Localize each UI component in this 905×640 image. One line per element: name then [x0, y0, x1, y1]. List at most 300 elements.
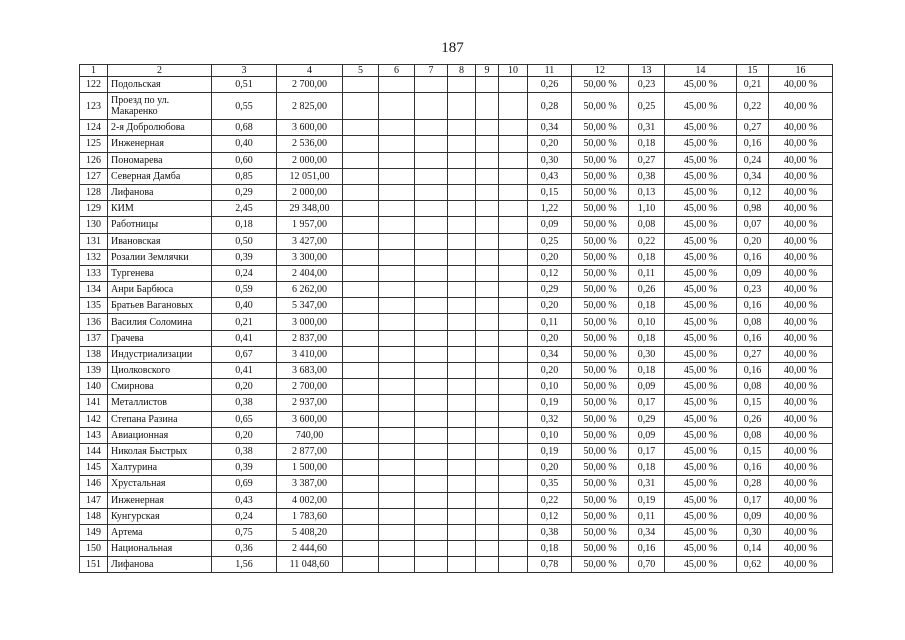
empty-cell	[379, 184, 415, 200]
value-cell: 0,30	[629, 346, 665, 362]
value-cell: 0,38	[629, 168, 665, 184]
table-row	[80, 346, 833, 362]
empty-cell	[499, 120, 528, 136]
empty-cell	[415, 524, 448, 540]
value-cell: 0,25	[528, 233, 572, 249]
value-cell: 0,08	[737, 314, 769, 330]
value-cell: 0,08	[629, 217, 665, 233]
value-cell: 3 600,00	[277, 411, 343, 427]
table-row	[80, 379, 833, 395]
empty-cell	[448, 524, 476, 540]
value-cell: 50,00 %	[572, 282, 629, 298]
empty-cell	[499, 233, 528, 249]
value-cell: 40,00 %	[769, 314, 833, 330]
value-cell: 45,00 %	[665, 298, 737, 314]
table-row	[80, 184, 833, 200]
empty-cell	[415, 265, 448, 281]
value-cell: 40,00 %	[769, 298, 833, 314]
value-cell: 6 262,00	[277, 282, 343, 298]
value-cell: 2 877,00	[277, 443, 343, 459]
table-row	[80, 524, 833, 540]
empty-cell	[448, 443, 476, 459]
street-name-cell: Кунгурская	[108, 508, 212, 524]
table-row	[80, 330, 833, 346]
empty-cell	[415, 184, 448, 200]
value-cell: 40,00 %	[769, 395, 833, 411]
value-cell: 0,17	[737, 492, 769, 508]
column-header: 10	[499, 65, 528, 77]
empty-cell	[343, 152, 379, 168]
value-cell: 0,20	[528, 330, 572, 346]
column-header: 16	[769, 65, 833, 77]
value-cell: 0,27	[737, 120, 769, 136]
column-header: 1	[80, 65, 108, 77]
empty-cell	[499, 152, 528, 168]
street-name-cell: Подольская	[108, 77, 212, 93]
empty-cell	[476, 363, 499, 379]
empty-cell	[499, 443, 528, 459]
row-number-cell: 123	[80, 93, 108, 120]
street-name-cell: Инженерная	[108, 492, 212, 508]
value-cell: 50,00 %	[572, 93, 629, 120]
table-row	[80, 411, 833, 427]
empty-cell	[379, 217, 415, 233]
value-cell: 0,85	[212, 168, 277, 184]
empty-cell	[415, 492, 448, 508]
value-cell: 0,69	[212, 476, 277, 492]
value-cell: 0,20	[212, 427, 277, 443]
value-cell: 2 937,00	[277, 395, 343, 411]
empty-cell	[415, 411, 448, 427]
value-cell: 0,17	[629, 443, 665, 459]
empty-cell	[448, 557, 476, 573]
value-cell: 0,24	[737, 152, 769, 168]
value-cell: 0,16	[737, 330, 769, 346]
value-cell: 45,00 %	[665, 282, 737, 298]
value-cell: 40,00 %	[769, 217, 833, 233]
empty-cell	[379, 120, 415, 136]
value-cell: 0,18	[629, 330, 665, 346]
street-name-cell: Розалии Землячки	[108, 249, 212, 265]
street-name-cell: Братьев Вагановых	[108, 298, 212, 314]
table-row	[80, 460, 833, 476]
empty-cell	[499, 168, 528, 184]
value-cell: 50,00 %	[572, 330, 629, 346]
value-cell: 0,18	[629, 363, 665, 379]
table-row	[80, 265, 833, 281]
value-cell: 0,16	[737, 249, 769, 265]
empty-cell	[343, 249, 379, 265]
value-cell: 2 700,00	[277, 379, 343, 395]
value-cell: 40,00 %	[769, 476, 833, 492]
street-name-cell: 2-я Добролюбова	[108, 120, 212, 136]
row-number-cell: 122	[80, 77, 108, 93]
empty-cell	[476, 492, 499, 508]
street-name-cell: Василия Соломина	[108, 314, 212, 330]
empty-cell	[499, 93, 528, 120]
value-cell: 50,00 %	[572, 184, 629, 200]
value-cell: 0,12	[737, 184, 769, 200]
column-header: 13	[629, 65, 665, 77]
empty-cell	[379, 557, 415, 573]
value-cell: 45,00 %	[665, 77, 737, 93]
value-cell: 2 000,00	[277, 152, 343, 168]
row-number-cell: 150	[80, 541, 108, 557]
empty-cell	[415, 395, 448, 411]
empty-cell	[379, 298, 415, 314]
value-cell: 0,29	[528, 282, 572, 298]
empty-cell	[499, 557, 528, 573]
value-cell: 50,00 %	[572, 443, 629, 459]
value-cell: 50,00 %	[572, 217, 629, 233]
row-number-cell: 137	[80, 330, 108, 346]
value-cell: 40,00 %	[769, 524, 833, 540]
value-cell: 0,09	[629, 379, 665, 395]
empty-cell	[499, 427, 528, 443]
value-cell: 0,41	[212, 363, 277, 379]
empty-cell	[415, 282, 448, 298]
table-row	[80, 443, 833, 459]
empty-cell	[415, 508, 448, 524]
value-cell: 0,21	[737, 77, 769, 93]
empty-cell	[499, 508, 528, 524]
value-cell: 0,09	[737, 508, 769, 524]
empty-cell	[379, 363, 415, 379]
value-cell: 45,00 %	[665, 443, 737, 459]
street-name-cell: КИМ	[108, 201, 212, 217]
empty-cell	[379, 77, 415, 93]
value-cell: 0,09	[528, 217, 572, 233]
empty-cell	[379, 541, 415, 557]
empty-cell	[379, 346, 415, 362]
value-cell: 0,60	[212, 152, 277, 168]
value-cell: 45,00 %	[665, 541, 737, 557]
empty-cell	[343, 557, 379, 573]
empty-cell	[476, 314, 499, 330]
value-cell: 40,00 %	[769, 152, 833, 168]
value-cell: 3 683,00	[277, 363, 343, 379]
empty-cell	[499, 395, 528, 411]
empty-cell	[448, 184, 476, 200]
table-row	[80, 249, 833, 265]
table-row	[80, 363, 833, 379]
empty-cell	[415, 93, 448, 120]
value-cell: 50,00 %	[572, 476, 629, 492]
value-cell: 50,00 %	[572, 152, 629, 168]
empty-cell	[448, 330, 476, 346]
row-number-cell: 134	[80, 282, 108, 298]
table-row	[80, 217, 833, 233]
value-cell: 0,10	[528, 379, 572, 395]
value-cell: 0,38	[212, 443, 277, 459]
empty-cell	[379, 460, 415, 476]
row-number-cell: 144	[80, 443, 108, 459]
column-header: 4	[277, 65, 343, 77]
table-row	[80, 136, 833, 152]
value-cell: 0,16	[737, 136, 769, 152]
empty-cell	[343, 217, 379, 233]
value-cell: 0,10	[528, 427, 572, 443]
column-header: 15	[737, 65, 769, 77]
empty-cell	[476, 152, 499, 168]
column-header: 12	[572, 65, 629, 77]
empty-cell	[476, 93, 499, 120]
column-header: 9	[476, 65, 499, 77]
empty-cell	[343, 233, 379, 249]
empty-cell	[476, 233, 499, 249]
empty-cell	[343, 427, 379, 443]
empty-cell	[448, 476, 476, 492]
empty-cell	[448, 217, 476, 233]
row-number-cell: 151	[80, 557, 108, 573]
empty-cell	[379, 249, 415, 265]
row-number-cell: 129	[80, 201, 108, 217]
value-cell: 0,20	[528, 249, 572, 265]
value-cell: 45,00 %	[665, 476, 737, 492]
table-row	[80, 93, 833, 120]
empty-cell	[499, 346, 528, 362]
value-cell: 0,26	[737, 411, 769, 427]
table-row	[80, 557, 833, 573]
empty-cell	[379, 443, 415, 459]
value-cell: 50,00 %	[572, 524, 629, 540]
street-name-cell: Северная Дамба	[108, 168, 212, 184]
value-cell: 45,00 %	[665, 120, 737, 136]
street-name-cell: Работницы	[108, 217, 212, 233]
value-cell: 0,11	[629, 265, 665, 281]
empty-cell	[379, 330, 415, 346]
value-cell: 50,00 %	[572, 427, 629, 443]
value-cell: 3 000,00	[277, 314, 343, 330]
column-header: 11	[528, 65, 572, 77]
empty-cell	[499, 524, 528, 540]
table-row	[80, 476, 833, 492]
empty-cell	[499, 249, 528, 265]
value-cell: 3 300,00	[277, 249, 343, 265]
value-cell: 0,34	[528, 120, 572, 136]
empty-cell	[476, 120, 499, 136]
value-cell: 50,00 %	[572, 77, 629, 93]
street-name-cell: Авиационная	[108, 427, 212, 443]
empty-cell	[448, 93, 476, 120]
empty-cell	[343, 330, 379, 346]
empty-cell	[379, 136, 415, 152]
value-cell: 0,51	[212, 77, 277, 93]
empty-cell	[476, 265, 499, 281]
empty-cell	[415, 298, 448, 314]
empty-cell	[379, 233, 415, 249]
value-cell: 0,23	[629, 77, 665, 93]
value-cell: 0,62	[737, 557, 769, 573]
value-cell: 50,00 %	[572, 168, 629, 184]
value-cell: 1 957,00	[277, 217, 343, 233]
street-name-cell: Хрустальная	[108, 476, 212, 492]
value-cell: 0,16	[737, 363, 769, 379]
value-cell: 0,15	[737, 443, 769, 459]
street-name-cell: Артема	[108, 524, 212, 540]
table-row	[80, 314, 833, 330]
empty-cell	[476, 168, 499, 184]
empty-cell	[379, 265, 415, 281]
empty-cell	[499, 541, 528, 557]
empty-cell	[379, 524, 415, 540]
empty-cell	[415, 217, 448, 233]
value-cell: 3 600,00	[277, 120, 343, 136]
value-cell: 0,32	[528, 411, 572, 427]
empty-cell	[415, 363, 448, 379]
street-name-cell: Инженерная	[108, 136, 212, 152]
value-cell: 0,38	[528, 524, 572, 540]
value-cell: 0,30	[737, 524, 769, 540]
column-header-row	[80, 65, 833, 77]
value-cell: 2 000,00	[277, 184, 343, 200]
value-cell: 50,00 %	[572, 541, 629, 557]
value-cell: 40,00 %	[769, 282, 833, 298]
column-header: 6	[379, 65, 415, 77]
value-cell: 50,00 %	[572, 508, 629, 524]
empty-cell	[448, 379, 476, 395]
value-cell: 2 825,00	[277, 93, 343, 120]
value-cell: 0,98	[737, 201, 769, 217]
value-cell: 0,18	[212, 217, 277, 233]
value-cell: 40,00 %	[769, 249, 833, 265]
value-cell: 4 002,00	[277, 492, 343, 508]
empty-cell	[379, 201, 415, 217]
value-cell: 1 783,60	[277, 508, 343, 524]
empty-cell	[499, 411, 528, 427]
empty-cell	[448, 282, 476, 298]
value-cell: 0,16	[737, 298, 769, 314]
row-number-cell: 143	[80, 427, 108, 443]
row-number-cell: 138	[80, 346, 108, 362]
empty-cell	[415, 346, 448, 362]
row-number-cell: 132	[80, 249, 108, 265]
value-cell: 0,68	[212, 120, 277, 136]
value-cell: 45,00 %	[665, 379, 737, 395]
street-name-cell: Металлистов	[108, 395, 212, 411]
empty-cell	[499, 379, 528, 395]
empty-cell	[448, 314, 476, 330]
table-row	[80, 233, 833, 249]
row-number-cell: 126	[80, 152, 108, 168]
value-cell: 0,40	[212, 136, 277, 152]
street-name-cell: Циолковского	[108, 363, 212, 379]
table-row	[80, 508, 833, 524]
value-cell: 45,00 %	[665, 265, 737, 281]
empty-cell	[476, 379, 499, 395]
empty-cell	[415, 330, 448, 346]
value-cell: 2,45	[212, 201, 277, 217]
value-cell: 0,31	[629, 120, 665, 136]
value-cell: 0,26	[629, 282, 665, 298]
empty-cell	[476, 411, 499, 427]
value-cell: 0,24	[212, 508, 277, 524]
empty-cell	[343, 201, 379, 217]
column-header: 3	[212, 65, 277, 77]
empty-cell	[415, 120, 448, 136]
empty-cell	[476, 460, 499, 476]
value-cell: 45,00 %	[665, 233, 737, 249]
empty-cell	[343, 298, 379, 314]
value-cell: 1,10	[629, 201, 665, 217]
value-cell: 5 408,20	[277, 524, 343, 540]
empty-cell	[499, 460, 528, 476]
street-name-cell: Тургенева	[108, 265, 212, 281]
value-cell: 2 700,00	[277, 77, 343, 93]
value-cell: 0,08	[737, 379, 769, 395]
value-cell: 0,08	[737, 427, 769, 443]
table-row	[80, 395, 833, 411]
value-cell: 0,19	[528, 395, 572, 411]
empty-cell	[476, 249, 499, 265]
value-cell: 11 048,60	[277, 557, 343, 573]
street-name-cell: Грачева	[108, 330, 212, 346]
value-cell: 40,00 %	[769, 330, 833, 346]
empty-cell	[476, 476, 499, 492]
value-cell: 45,00 %	[665, 460, 737, 476]
value-cell: 45,00 %	[665, 427, 737, 443]
empty-cell	[476, 508, 499, 524]
value-cell: 0,18	[629, 460, 665, 476]
empty-cell	[379, 152, 415, 168]
empty-cell	[415, 152, 448, 168]
value-cell: 0,34	[629, 524, 665, 540]
value-cell: 45,00 %	[665, 508, 737, 524]
empty-cell	[499, 77, 528, 93]
value-cell: 0,14	[737, 541, 769, 557]
empty-cell	[343, 282, 379, 298]
empty-cell	[379, 282, 415, 298]
value-cell: 0,36	[212, 541, 277, 557]
empty-cell	[448, 152, 476, 168]
value-cell: 0,40	[212, 298, 277, 314]
empty-cell	[343, 120, 379, 136]
empty-cell	[476, 201, 499, 217]
empty-cell	[476, 282, 499, 298]
street-name-cell: Лифанова	[108, 184, 212, 200]
table-row	[80, 152, 833, 168]
empty-cell	[499, 217, 528, 233]
value-cell: 0,28	[528, 93, 572, 120]
column-header: 14	[665, 65, 737, 77]
empty-cell	[499, 298, 528, 314]
street-name-cell: Проезд по ул. Макаренко	[108, 93, 212, 120]
street-name-cell: Ивановская	[108, 233, 212, 249]
value-cell: 0,26	[528, 77, 572, 93]
value-cell: 0,28	[737, 476, 769, 492]
value-cell: 0,34	[737, 168, 769, 184]
value-cell: 50,00 %	[572, 346, 629, 362]
empty-cell	[448, 460, 476, 476]
value-cell: 45,00 %	[665, 524, 737, 540]
value-cell: 50,00 %	[572, 557, 629, 573]
empty-cell	[476, 346, 499, 362]
street-name-cell: Смирнова	[108, 379, 212, 395]
empty-cell	[379, 476, 415, 492]
value-cell: 0,43	[212, 492, 277, 508]
value-cell: 50,00 %	[572, 136, 629, 152]
value-cell: 45,00 %	[665, 93, 737, 120]
empty-cell	[476, 557, 499, 573]
value-cell: 0,17	[629, 395, 665, 411]
row-number-cell: 141	[80, 395, 108, 411]
empty-cell	[476, 541, 499, 557]
value-cell: 0,29	[629, 411, 665, 427]
value-cell: 0,07	[737, 217, 769, 233]
empty-cell	[343, 411, 379, 427]
value-cell: 50,00 %	[572, 249, 629, 265]
value-cell: 0,22	[629, 233, 665, 249]
